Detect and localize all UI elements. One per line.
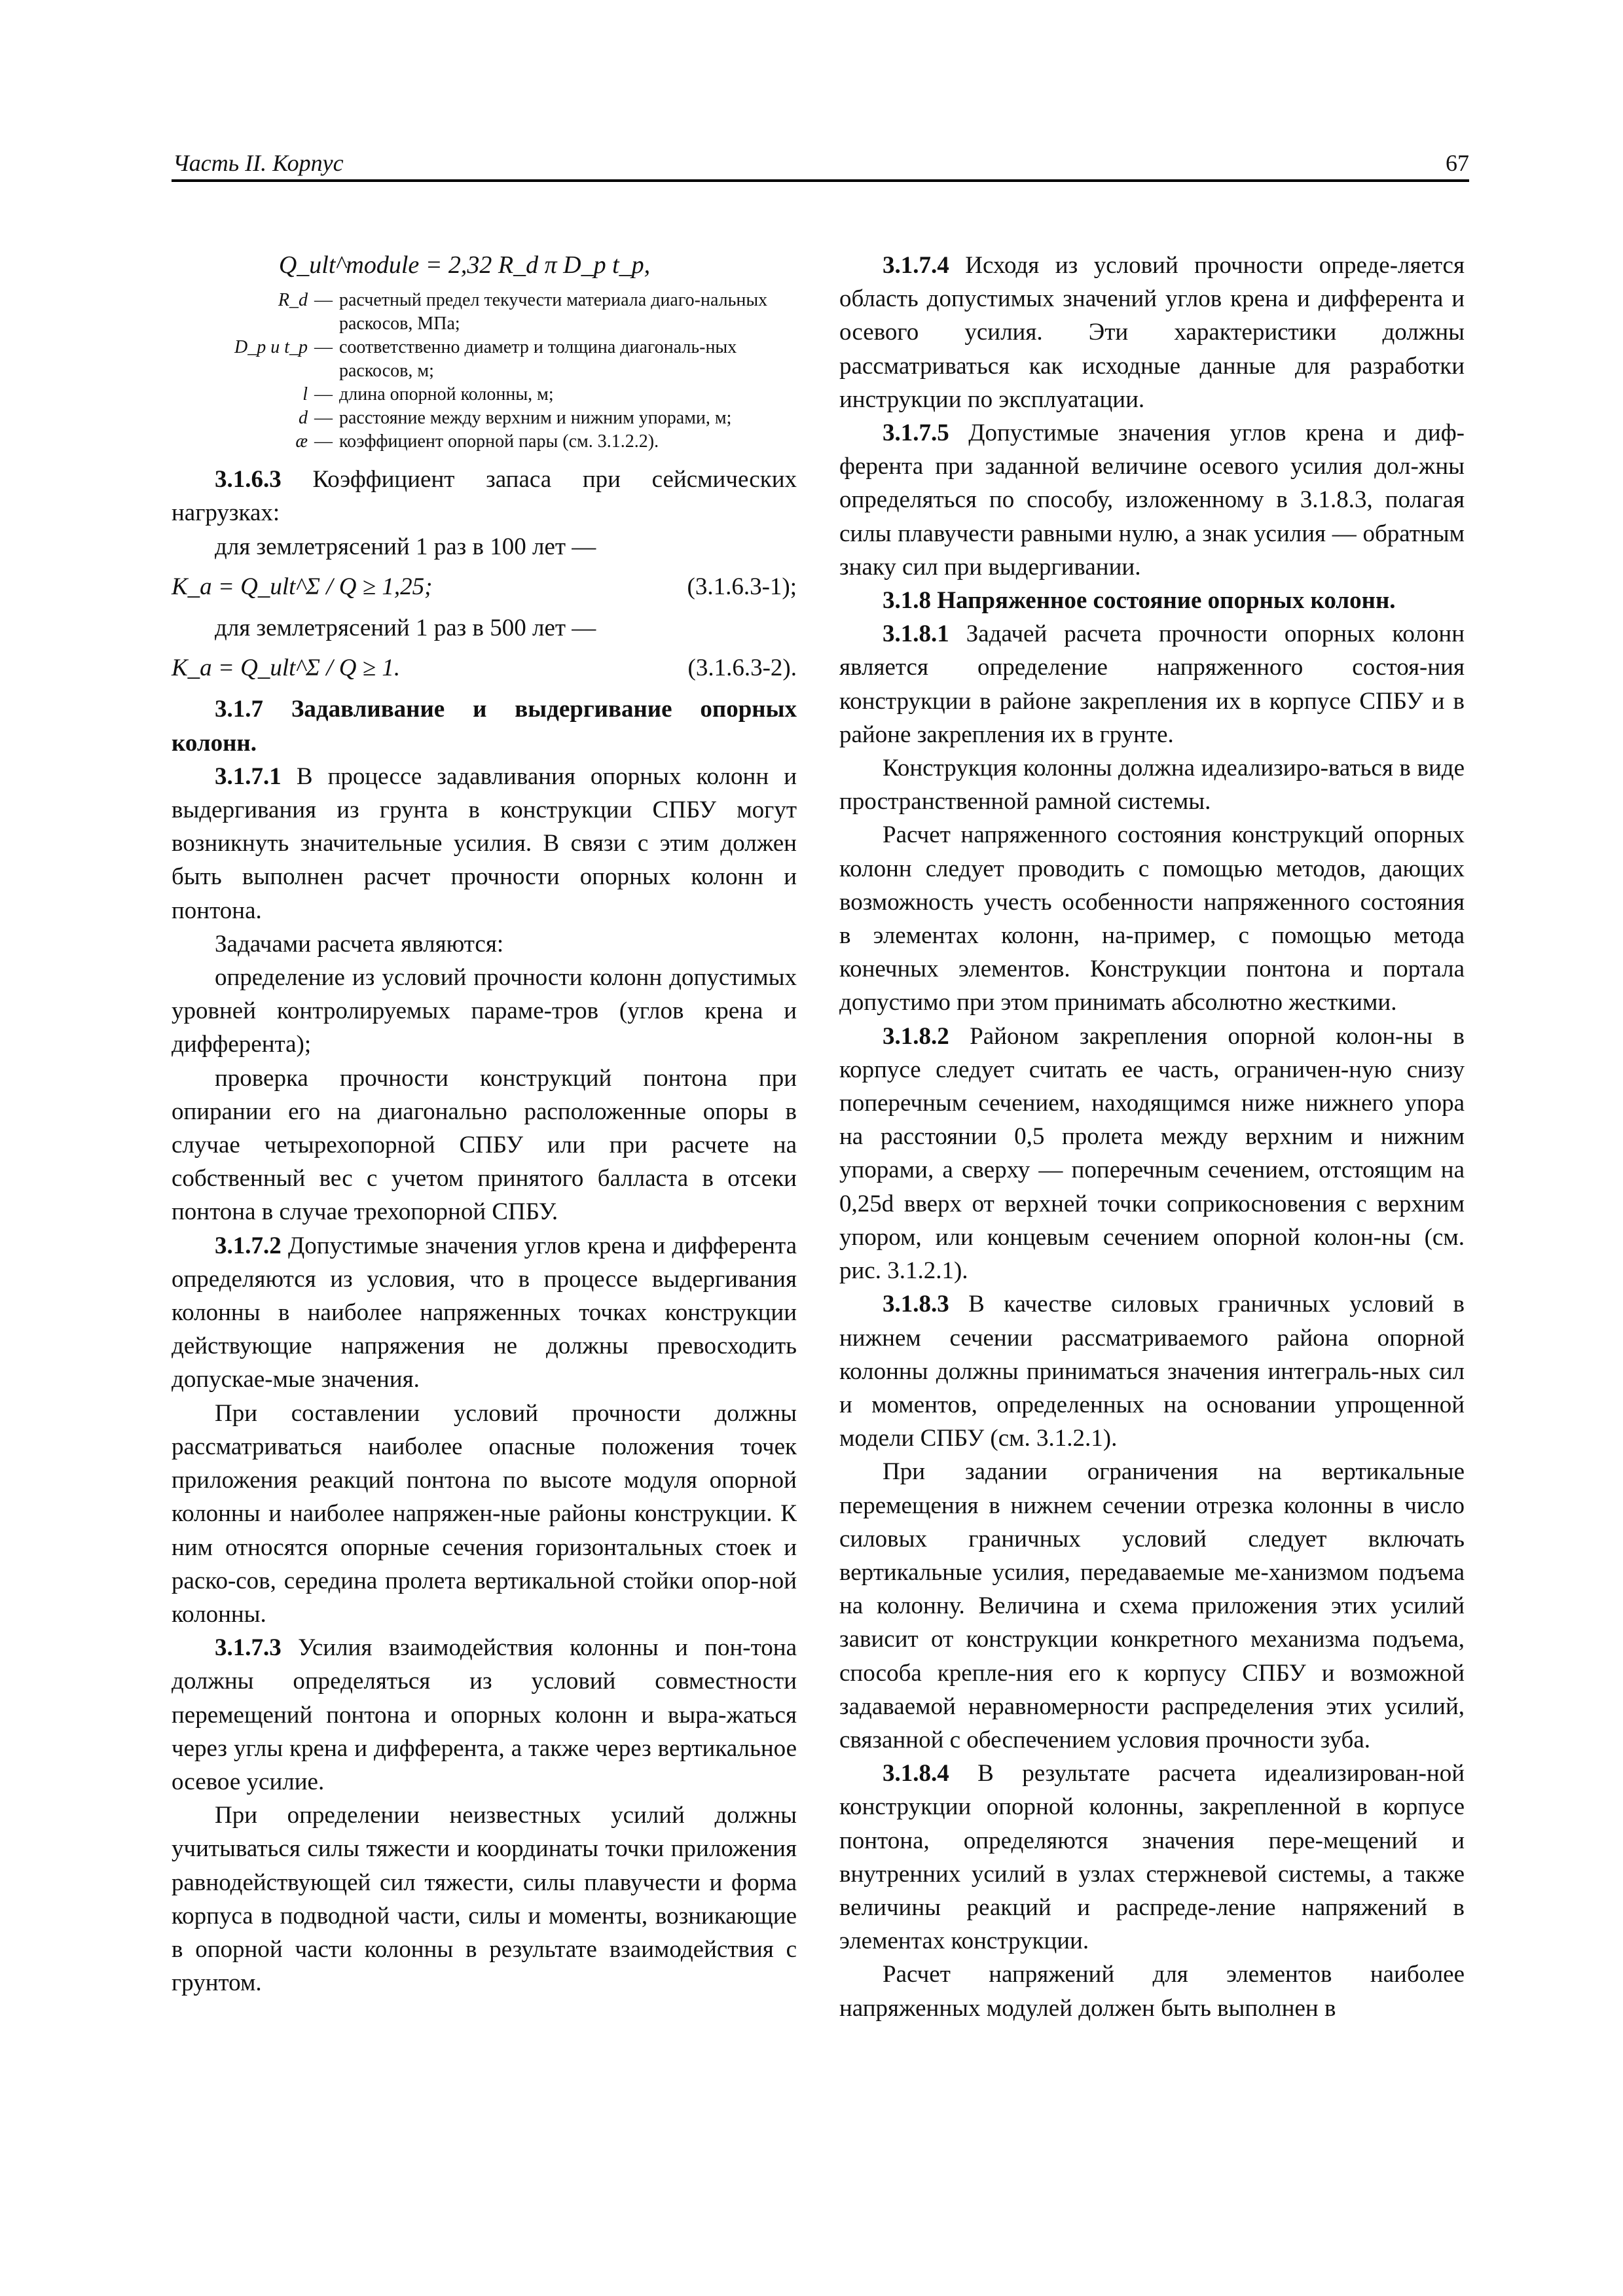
quake-500-text: для землетрясений 1 раз в 500 лет —: [215, 615, 596, 642]
heading-3-1-8: [839, 584, 1465, 617]
paragraph-task-2: проверка прочности конструкций понтона при опирании его на диагонально расположенные опоры в случае четырехопорной СПБУ или при расчете на собственный вес с учетом принятого балласта в отсеки понтона в случае трехопорной СПБУ.: [172, 1064, 797, 1226]
paragraph-text: Коэффициент запаса при сейсмических нагрузках:: [172, 466, 797, 527]
running-header: [172, 148, 1469, 182]
paragraph-3-1-7-1: [172, 760, 797, 927]
definition-symbol: R_d: [278, 290, 308, 311]
paragraph-stress-calc: Расчет напряжений для элементов наиболее напряженных модулей должен быть выполнен в: [839, 1961, 1465, 2022]
definition-symbol: d: [299, 408, 308, 429]
paragraph-3-1-7-3: [172, 1631, 797, 1799]
definition-row: æ — коэффициент опорной пары (см. 3.1.2.2).: [172, 430, 797, 454]
clause-number: 3.1.8.3: [883, 1291, 949, 1318]
page-number: 67: [1446, 150, 1469, 176]
paragraph-3-1-7-5: [839, 416, 1465, 584]
definition-text: длина опорной колонны, м;: [339, 384, 554, 405]
paragraph-text: Районом закрепления опорной колон-ны в корпусе следует считать ее часть, ограничен-ную снизу поперечным сечением, находящимся ниже нижнего упора на расстоянии 0,5 пролета между верхним и нижним упорами, а сверху — поперечным сечением, отстоящим на 0,25d вверх от верхней точки соприкосновения с верхним упором, или концевым сечением опорной колон-ны (см. рис. 3.1.2.1).: [839, 1022, 1465, 1285]
paragraph-text: Задачей расчета прочности опорных колонн является определение напряженного состоя-ния конструкции в районе закрепления их в корпусе СПБУ и в районе закрепления их в грунте.: [839, 620, 1465, 748]
definition-row: R_d — расчетный предел текучести материала диаго-нальных раскосов, МПа;: [172, 289, 797, 336]
paragraph-3-1-8-1: [839, 617, 1465, 751]
clause-number: 3.1.8.1: [883, 620, 949, 648]
clause-number: 3.1.8.2: [883, 1022, 949, 1050]
clause-number: 3.1.7.3: [215, 1634, 282, 1662]
paragraph-vertical-limits: При задании ограничения на вертикальные перемещения в нижнем сечении отрезка колонны в число силовых граничных условий следует включать вертикальные усилия, передаваемые ме-ханизмом подъема на колонну. Величина и схема приложения этих усилий зависит от конструкции конкретного механизма подъема, способа крепле-ния его к корпусу СПБУ и возможной задаваемой неравномерности распределения этих усилий, связанной с обеспечением условия прочности зуба.: [839, 1458, 1465, 1753]
equation-row: [172, 651, 797, 685]
paragraph-conditions: При составлении условий прочности должны рассматриваться наиболее опасные положения точек приложения реакций понтона по высоте модуля опорной колонны и наиболее напряжен-ные районы конструкции. К ним относятся опорные сечения горизонтальных стоек и раско-сов, середина пролета вертикальной стойки опор-ной колонны.: [172, 1399, 797, 1628]
definition-symbol: D_p и t_p: [234, 337, 308, 358]
definition-text: расчетный предел текучести материала диаго-нальных раскосов, МПа;: [339, 290, 768, 334]
left-column: [172, 249, 797, 2000]
heading-3-1-7: [172, 692, 797, 759]
paragraph-text: В процессе задавливания опорных колонн и выдергивания из грунта в конструкции СПБУ могут возникнуть значительные усилия. В связи с этим должен быть выполнен расчет прочности опорных колонн и понтона.: [172, 762, 797, 924]
clause-number: 3.1.7.5: [883, 420, 949, 447]
definition-row: d — расстояние между верхним и нижним упорами, м;: [172, 406, 797, 430]
right-column: [839, 249, 1465, 2025]
symbol-definitions: [172, 289, 797, 454]
definition-symbol: æ: [295, 431, 308, 452]
paragraph-fem: Расчет напряженного состояния конструкций опорных колонн следует проводить с помощью методов, дающих возможность учесть особенности напряженного состояния в элементах колонн, на-пример, с помощью метода конечных элементов. Конструкции понтона и портала допустимо при этом принимать абсолютно жесткими.: [839, 821, 1465, 1016]
paragraph-unknown-forces: При определении неизвестных усилий должны учитываться силы тяжести и координаты точки приложения равнодействующей сил тяжести, силы плавучести и форма корпуса в подводной части, силы и моменты, возникающие в опорной части колонны в результате взаимодействия с грунтом.: [172, 1802, 797, 1997]
clause-number: 3.1.7.1: [215, 762, 282, 790]
equation-1-label: (3.1.6.3-1);: [687, 573, 797, 600]
paragraph-text: В качестве силовых граничных условий в нижнем сечении рассматриваемого района опорной колонны должны приниматься значения интеграль-ных сил и моментов, определенных на основании упрощенной модели СПБУ (см. 3.1.2.1).: [839, 1291, 1465, 1452]
definition-text: коэффициент опорной пары (см. 3.1.2.2).: [339, 431, 659, 452]
paragraph-tasks: Задачами расчета являются:: [215, 930, 504, 958]
paragraph-text: В результате расчета идеализирован-ной конструкции опорной колонны, закрепленной в корпусе понтона, определяются значения пере-мещений и внутренних усилий в узлах стержневой системы, а также величины реакций и распреде-ление напряжений в элементах конструкции.: [839, 1760, 1465, 1955]
definition-symbol: l: [302, 384, 308, 405]
definition-text: соответственно диаметр и толщина диагональ-ных раскосов, м;: [339, 337, 737, 382]
clause-number: 3.1.7.2: [215, 1232, 282, 1259]
paragraph-3-1-7-2: [172, 1229, 797, 1397]
paragraph-text: Допустимые значения углов крена и диф-ферента при заданной величине осевого усилия дол-жны определяться по способу, изложенному в 3.1.8.3, полагая силы плавучести равными нулю, а знак усилия — обратным знаку сил при выдергивании.: [839, 420, 1465, 581]
definition-row: l — длина опорной колонны, м;: [172, 383, 797, 406]
paragraph-text: Допустимые значения углов крена и дифферента определяются из условия, что в процессе выдергивания колонны в наиболее напряженных точках конструкции действующие напряжения не должны превосходить допускае-мые значения.: [172, 1232, 797, 1393]
heading-text: Задавливание и выдергивание опорных колонн.: [172, 696, 797, 757]
paragraph-task-1: определение из условий прочности колонн допустимых уровней контролируемых параме-тров (углов крена и дифферента);: [172, 964, 797, 1058]
paragraph-frame-system: Конструкция колонны должна идеализиро-ваться в виде пространственной рамной системы.: [839, 755, 1465, 816]
clause-number: 3.1.7: [215, 696, 263, 723]
heading-text: Напряженное состояние опорных колонн.: [937, 587, 1396, 615]
paragraph-3-1-8-4: [839, 1757, 1465, 1958]
equation-row: [172, 570, 797, 603]
paragraph-text: Усилия взаимодействия колонны и пон-тона должны определяться из условий совместности перемещений понтона и опорных колонн и выра-жаться через углы крена и дифферента, а также через вертикальное осевое усилие.: [172, 1634, 797, 1795]
equation-2-label: (3.1.6.3-2).: [687, 655, 797, 682]
definition-row: D_p и t_p — соответственно диаметр и толщина диагональ-ных раскосов, м;: [172, 336, 797, 383]
quake-100-text: для землетрясений 1 раз в 100 лет —: [215, 533, 596, 560]
clause-number: 3.1.8.4: [883, 1760, 949, 1787]
paragraph-3-1-8-2: [839, 1020, 1465, 1288]
clause-number: 3.1.8: [883, 587, 931, 615]
definition-text: расстояние между верхним и нижним упорами, м;: [339, 408, 732, 429]
paragraph-3-1-7-4: [839, 249, 1465, 416]
paragraph-3-1-8-3: [839, 1287, 1465, 1455]
paragraph-text: Исходя из условий прочности опреде-ляется область допустимых значений углов крена и дифферента и осевого усилия. Эти характеристики должны рассматриваться как исходные данные для разработки инструкции по эксплуатации.: [839, 252, 1465, 413]
equation-2: K_a = Q_ult^Σ / Q ≥ 1.: [172, 655, 401, 682]
clause-number: 3.1.6.3: [215, 466, 282, 493]
formula-q-ult-module: Q_ult^module = 2,32 R_d π D_p t_p,: [278, 251, 651, 279]
clause-number: 3.1.7.4: [883, 252, 949, 279]
equation-1: K_a = Q_ult^Σ / Q ≥ 1,25;: [172, 573, 433, 600]
paragraph-3-1-6-3: [172, 463, 797, 529]
part-title: Часть II. Корпус: [173, 150, 344, 176]
